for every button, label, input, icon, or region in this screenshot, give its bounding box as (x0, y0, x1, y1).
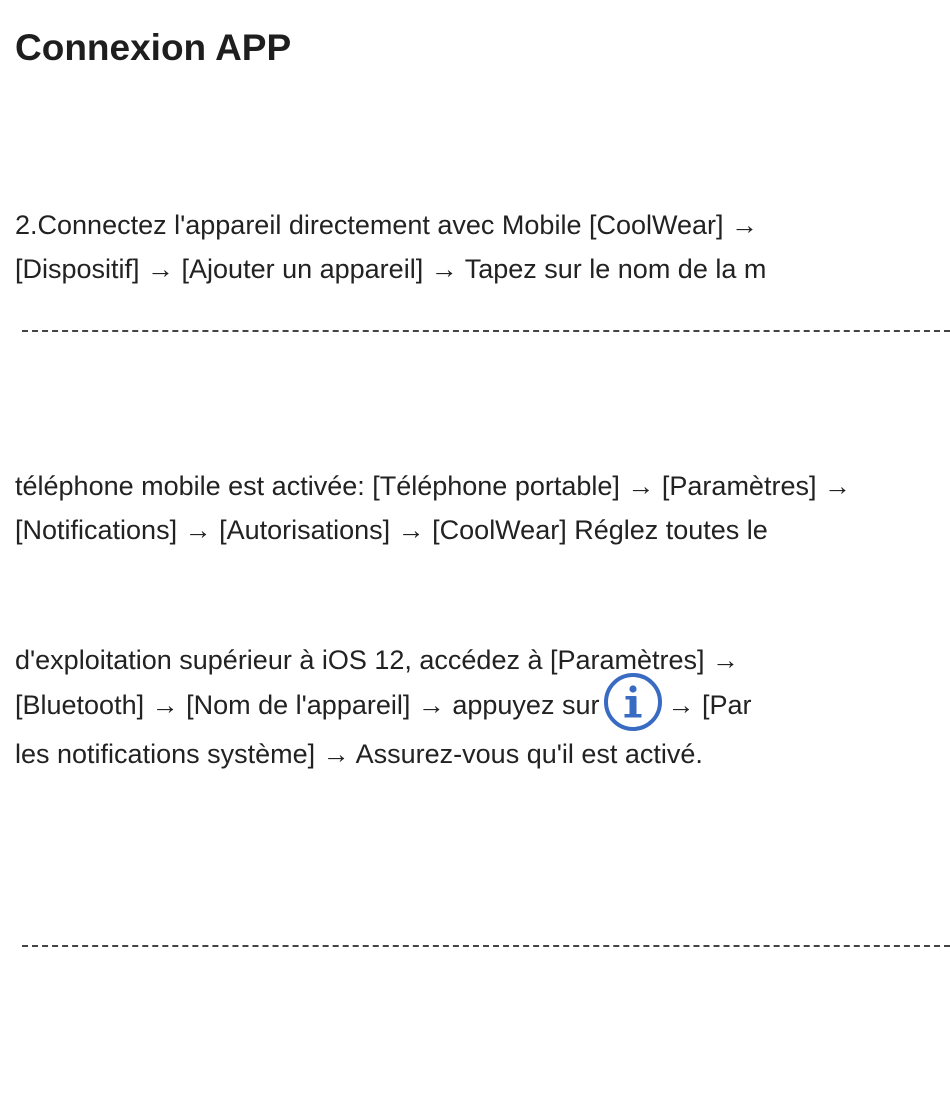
instruction-paragraph-3 (15, 638, 752, 776)
paragraph-3-line-2-start: [Bluetooth] → [Nom de l'appareil] → appuyez sur (15, 690, 600, 721)
instruction-paragraph-1 (15, 203, 766, 291)
paragraph-3-line-1: d'exploitation supérieur à iOS 12, accédez à [Paramètres] → (15, 645, 740, 675)
paragraph-3-line-2 (15, 682, 752, 732)
info-circle-icon (603, 672, 663, 732)
dashed-divider (22, 945, 950, 947)
paragraph-3-line-3: les notifications système] → Assurez-vous qu'il est activé. (15, 739, 703, 769)
paragraph-2-line-2: [Notifications] → [Autorisations] → [CoolWear] Réglez toutes le (15, 515, 768, 545)
page-title: Connexion APP (15, 27, 292, 68)
instruction-paragraph-2 (15, 464, 851, 552)
dashed-divider (22, 330, 950, 332)
paragraph-1-line-1: 2.Connectez l'appareil directement avec Mobile [CoolWear] → (15, 210, 759, 240)
paragraph-2-line-1: téléphone mobile est activée: [Téléphone portable] → [Paramètres] → (15, 471, 851, 501)
paragraph-3-line-2-end: → [Par (667, 690, 752, 721)
paragraph-1-line-2: [Dispositif] → [Ajouter un appareil] → Tapez sur le nom de la m (15, 254, 767, 284)
